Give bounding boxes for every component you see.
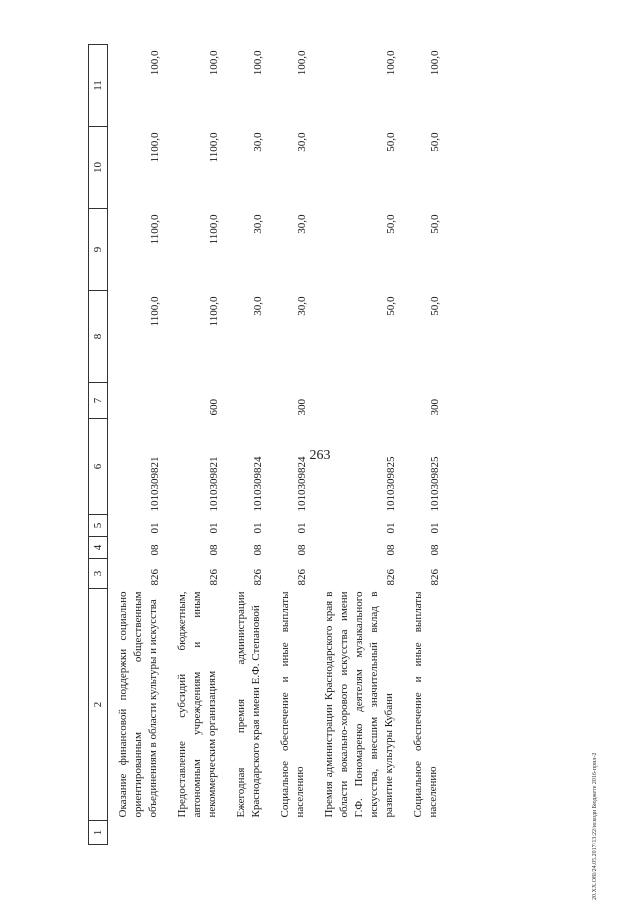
row-value-9: 30,0	[296, 214, 308, 234]
row-code-5: 01	[385, 522, 397, 534]
row-value-11: 100,0	[149, 50, 161, 76]
row-value-10: 50,0	[385, 132, 397, 152]
row-code-7: 300	[296, 399, 308, 416]
row-value-8: 1100,0	[208, 296, 220, 327]
header-col-3: 3	[89, 559, 108, 589]
row-description: Ежегодная премия администрации Краснодарского края имени Е.Ф. Степановой	[235, 591, 262, 818]
row-code-3: 826	[149, 569, 161, 586]
table-row	[226, 45, 270, 845]
row-code-5: 01	[208, 522, 220, 534]
row-code-5: 01	[252, 522, 264, 534]
row-value-10: 50,0	[429, 132, 441, 152]
header-col-2: 2	[89, 589, 108, 821]
row-code-5: 01	[149, 522, 161, 534]
header-col-7: 7	[89, 383, 108, 419]
row-description: Социальное обеспечение и иные выплаты населению	[279, 591, 306, 818]
row-value-11: 100,0	[252, 50, 264, 76]
table-row	[108, 45, 168, 845]
row-code-4: 08	[429, 544, 441, 556]
row-code-4: 08	[252, 544, 264, 556]
header-col-8: 8	[89, 291, 108, 383]
row-value-9: 50,0	[429, 214, 441, 234]
row-value-9: 1100,0	[149, 214, 161, 245]
row-value-10: 1100,0	[208, 132, 220, 163]
footer-note: 20.XX.O8I/24.05.2017/13:22/искоди Бюджете 2016-прил-2	[592, 752, 598, 900]
row-value-11: 100,0	[385, 50, 397, 76]
row-code-7: 600	[208, 399, 220, 416]
budget-table	[88, 44, 447, 845]
header-col-6: 6	[89, 419, 108, 515]
row-code-4: 08	[296, 544, 308, 556]
row-code-4: 08	[208, 544, 220, 556]
row-value-11: 100,0	[429, 50, 441, 76]
header-col-1: 1	[89, 821, 108, 845]
row-code-3: 826	[385, 569, 397, 586]
row-code-6: 1010309821	[208, 456, 220, 512]
rotated-budget-table	[88, 45, 533, 845]
row-value-10: 30,0	[296, 132, 308, 152]
header-col-9: 9	[89, 209, 108, 291]
row-code-5: 01	[296, 522, 308, 534]
row-value-10: 1100,0	[149, 132, 161, 163]
header-col-5: 5	[89, 515, 108, 537]
header-col-10: 10	[89, 127, 108, 209]
row-code-4: 08	[149, 544, 161, 556]
row-value-11: 100,0	[208, 50, 220, 76]
row-code-6: 1010309821	[149, 456, 161, 512]
header-col-4: 4	[89, 537, 108, 559]
row-code-4: 08	[385, 544, 397, 556]
row-value-8: 50,0	[429, 296, 441, 316]
row-code-7	[314, 383, 403, 419]
row-value-8: 50,0	[385, 296, 397, 316]
table-row	[403, 45, 447, 845]
row-code-3: 826	[208, 569, 220, 586]
row-description: Оказание финансовой поддержки социально ориентированным общественным объединениям в области культуры и искусства	[117, 591, 159, 818]
row-code-7	[226, 383, 270, 419]
row-code-7	[108, 383, 168, 419]
row-code-6: 1010309824	[252, 456, 264, 512]
row-value-10: 30,0	[252, 132, 264, 152]
row-description: Предоставление субсидий бюджетным, автономным учреждениям и иным некоммерческим организациям	[176, 591, 218, 818]
row-code-5: 01	[429, 522, 441, 534]
row-code-3: 826	[429, 569, 441, 586]
row-value-9: 1100,0	[208, 214, 220, 245]
table-row	[167, 45, 226, 845]
row-value-9: 30,0	[252, 214, 264, 234]
table-header-row	[89, 45, 108, 845]
table-row	[314, 45, 403, 845]
row-description: Социальное обеспечение и иные выплаты населению	[412, 591, 439, 818]
row-value-8: 1100,0	[149, 296, 161, 327]
row-value-8: 30,0	[296, 296, 308, 316]
row-code-6: 1010309825	[429, 456, 441, 512]
row-code-6: 1010309825	[385, 456, 397, 512]
row-value-8: 30,0	[252, 296, 264, 316]
table-row	[270, 45, 314, 845]
row-code-7: 300	[429, 399, 441, 416]
row-code-3: 826	[296, 569, 308, 586]
row-value-9: 50,0	[385, 214, 397, 234]
row-value-11: 100,0	[296, 50, 308, 76]
row-description: Премия администрации Краснодарского края в области вокально-хорового искусства имени Г.Ф. Пономаренко деятелям музыкального искусства, внесшим значительный вклад в развитие культуры Кубани	[323, 591, 395, 818]
row-code-6: 1010309824	[296, 456, 308, 512]
header-col-11: 11	[89, 45, 108, 127]
row-code-3: 826	[252, 569, 264, 586]
page-number: 263	[309, 448, 331, 463]
